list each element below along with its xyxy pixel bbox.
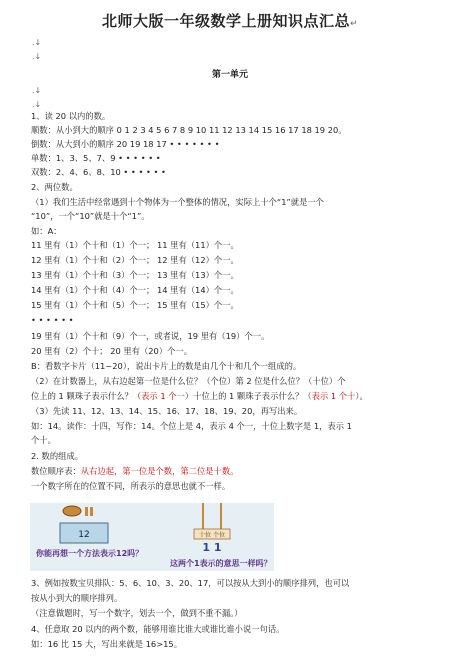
counter-question-2 bbox=[31, 390, 368, 402]
even-numbers-line: 双数：2、4、6、8、10 • • • • • • bbox=[31, 167, 166, 177]
card-value: 12 bbox=[78, 530, 90, 540]
return-mark: ↵ bbox=[349, 19, 359, 29]
paragraph-mark: .↓ bbox=[32, 86, 42, 95]
odd-numbers-line: 单数：1、3、5、7、9 • • • • • • bbox=[31, 153, 161, 163]
answer-ones: 表示 1 个一 bbox=[141, 391, 185, 401]
illustration-question: 你能再想一个方法表示12吗？ bbox=[36, 549, 144, 558]
abacus-digits: 1 1 bbox=[202, 541, 222, 554]
place-value-rule: 从右边起，第一位是个数，第二位是十数。 bbox=[80, 466, 239, 476]
paragraph-mark: .↓ bbox=[32, 52, 42, 61]
tens-ones-line: 20 里有（2）个十； 20 里有（20）个一。 bbox=[31, 346, 193, 356]
tens-ones-line: 12 里有（1）个十和（2）个一； 12 里有（12）个一。 bbox=[31, 255, 239, 265]
unit-title: 第一单元 bbox=[211, 70, 248, 80]
illustration-caption: 这两个1表示的意思一样吗？ bbox=[170, 559, 272, 568]
section-3-text-1: 3、例如按数宝贝排队：5、6、10、3、20、17，可以按从大到小的顺序排列，也可以 bbox=[31, 578, 350, 588]
place-value-table bbox=[31, 465, 238, 477]
section-2-heading: 2、两位数。 bbox=[31, 182, 78, 192]
section-2-text-1: （1）我们生活中经常遇到十个物体为一个整体的情况，实际上十个“1”就是一个 bbox=[31, 197, 324, 207]
tens-ones-line: 19 里有（1）个十和（9）个一，或者说，19 里有（19）个一。 bbox=[31, 331, 270, 341]
section-2-text-2: “10”，一个“10”就是十个“1”。 bbox=[31, 211, 150, 221]
ascending-order-line: 顺数：从小到大的顺序 0 1 2 3 4 5 6 7 8 9 10 11 12 13 14 15 16 17 18 19 20。 bbox=[31, 125, 347, 135]
read-write-task: （3）先读 11、12、13、14、15、16、17、18、19、20，再写出来。 bbox=[31, 406, 303, 416]
document-title bbox=[0, 10, 460, 31]
tens-ones-line: 13 里有（1）个十和（3）个一； 13 里有（13）个一。 bbox=[31, 270, 239, 280]
paragraph-mark: .↓ bbox=[32, 38, 42, 47]
tens-ones-line: 14 里有（1）个十和（4）个一； 14 里有（14）个一。 bbox=[31, 285, 239, 295]
text-span: ）。 bbox=[355, 391, 368, 401]
abacus-labels: 十位 个位 bbox=[199, 532, 225, 539]
paragraph-mark: .↓ bbox=[32, 100, 42, 109]
section-3-text-2: 按从小到大的顺序排列。 bbox=[31, 593, 123, 603]
number-card-task: B：看数字卡片（11~20），说出卡片上的数是由几个十和几个一组成的。 bbox=[31, 361, 302, 371]
section-4-text: 4、任意取 20 以内的两个数，能够用谁比谁大或谁比谁小说一句话。 bbox=[31, 624, 285, 634]
section-4-example: 如：16 比 15 大，写出来就是 16>15。 bbox=[31, 639, 182, 649]
answer-tens: 表示 1 个十 bbox=[311, 391, 356, 401]
read-write-example: 如：14。读作：十四，写作：14。个位上是 4，表示 4 个一，十位上数字是 1，表示 1 bbox=[31, 421, 352, 431]
read-write-example-cont: 个十。 bbox=[31, 435, 56, 445]
tens-ones-line: 15 里有（1）个十和（5）个一； 15 里有（15）个一。 bbox=[31, 300, 239, 310]
text-span: ）十位上的 1 颗珠子表示什么？（ bbox=[184, 391, 312, 401]
tens-ones-line: 11 里有（1）个十和（1）个一； 11 里有（11）个一。 bbox=[31, 240, 239, 250]
text-span: 位上的 1 颗珠子表示什么？（ bbox=[31, 391, 142, 401]
place-value-illustration bbox=[30, 503, 274, 571]
section-3-note: （注意做题时，写一个数字，划去一个，做到不重不漏。） bbox=[31, 608, 243, 618]
example-label: 如：A： bbox=[31, 226, 62, 236]
section-1-heading: 1、读 20 以内的数。 bbox=[31, 111, 111, 121]
descending-order-line: 倒数：从大到小的顺序 20 19 18 17 • • • • • • • bbox=[31, 139, 220, 149]
ellipsis-dots: • • • • • • bbox=[31, 315, 74, 325]
composition-heading: 2. 数的组成。 bbox=[31, 451, 84, 461]
title-text: 北师大版一年级数学上册知识点汇总 bbox=[101, 12, 350, 30]
position-meaning: 一个数字所在的位置不同，所表示的意思也就不一样。 bbox=[31, 481, 231, 491]
illustration-svg bbox=[30, 503, 274, 571]
text-span: 数位顺序表： bbox=[31, 466, 81, 476]
counter-question-1: （2）在计数器上，从右边起第一位是什么位？（个位）第 2 位是什么位？（十位）个 bbox=[31, 376, 346, 386]
